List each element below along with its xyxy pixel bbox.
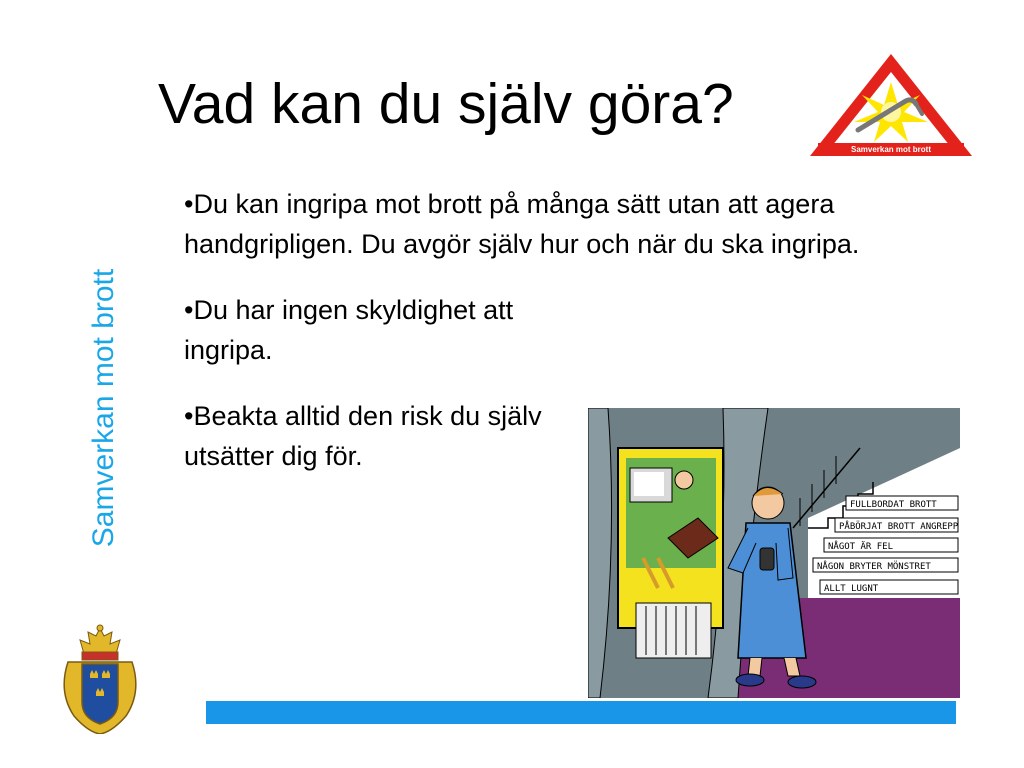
police-crest-emblem [58, 622, 142, 734]
cartoon-illustration [588, 408, 960, 698]
slide-title: Vad kan du själv göra? [158, 72, 734, 136]
footer-bar [206, 701, 956, 724]
logo-text: Samverkan mot brott [850, 145, 932, 154]
stair-sign: ALLT LUGNT [824, 584, 879, 594]
bullet-item: •Du kan ingripa mot brott på många sätt utan att agera handgripligen. Du avgör själv hur och när du ska ingripa. [184, 189, 860, 259]
side-label: Samverkan mot brott [87, 268, 120, 548]
bullet-item: •Beakta alltid den risk du själv utsätter dig för. [184, 401, 542, 471]
stair-sign: FULLBORDAT BROTT [850, 500, 937, 510]
samverkan-logo [808, 50, 974, 160]
stair-sign: NÅGOT ÄR FEL [828, 542, 894, 552]
stair-sign: PÅBÖRJAT BROTT ANGREPP [839, 522, 959, 532]
bullet-item: •Du har ingen skyldighet att ingripa. [184, 295, 514, 365]
stair-sign: NÅGON BRYTER MÖNSTRET [817, 562, 931, 572]
